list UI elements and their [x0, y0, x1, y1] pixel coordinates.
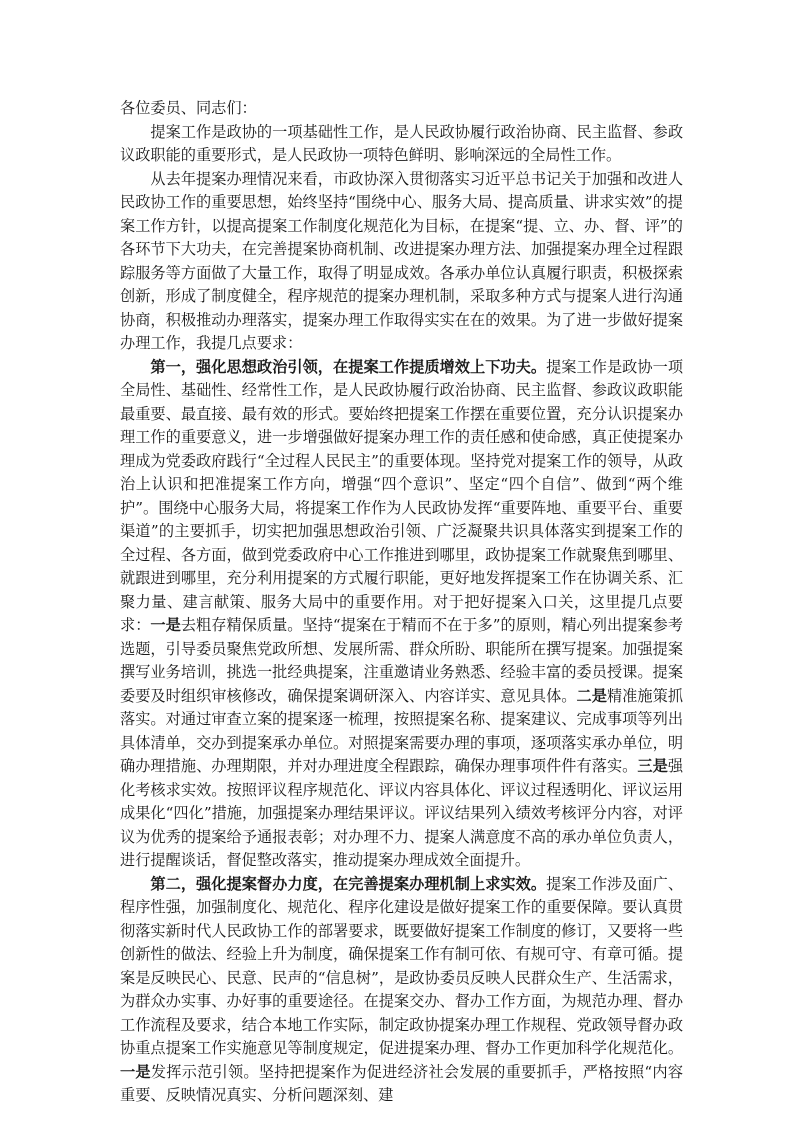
point-one-text: 去粗存精保质量。坚持“提案在于精而不在于多”的原则，精心列出提案参考选题，引导委员聚焦党政所想、发展所需、群众所盼、职能所在撰写提案。加强提案撰写业务培训，挑选一批经典提案，注重邀请业务熟悉、经验丰富的委员授课。提案委要及时组织审核修改，确保提案调研深入、内容详实、意见具体。	[120, 616, 684, 705]
section-two-text: 提案工作涉及面广、程序性强，加强制度化、规范化、程序化建设是做好提案工作的重要保障。要认真贯彻落实新时代人民政协工作的部署要求，既要做好提案工作制度的修订，又要将一些创新性的做法、经验上升为制度，确保提案工作有制可依、有规可守、有章可循。提案是反映民心、民意、民声的“信息树”，是政协委员反映人民群众生产、生活需求，为群众办实事、办好事的重要途径。在提案交办、督办工作方面，为规范办理、督办工作流程及要求，结合本地工作实际，制定政协提案办理工作规程、党政领导督办政协重点提案工作实施意见等制度规定，促进提案办理、督办工作更加科学化规范化。	[120, 874, 684, 1057]
section-one-heading: 第一，强化思想政治引领，在提案工作提质增效上下功夫。	[150, 357, 547, 376]
section-two-point-one-marker: 一是	[120, 1062, 151, 1081]
section-one-paragraph	[120, 356, 683, 873]
intro-paragraph: 提案工作是政协的一项基础性工作，是人民政协履行政治协商、民主监督、参政议政职能的重要形式，是人民政协一项特色鲜明、影响深远的全局性工作。	[120, 122, 683, 164]
point-one-marker: 一是	[150, 616, 181, 634]
point-three-text: 强化考核求实效。按照评议程序规范化、评议内容具体化、评议过程透明化、评议运用成果化“四化”措施，加强提案办理结果评议。评议结果列入绩效考核评分内容，对评议为优秀的提案给予通报表彰；对办理不力、提案人满意度不高的承办单位负责人，进行提醒谈话，督促整改落实，推动提案办理成效全面提升。	[120, 757, 684, 869]
document-body	[120, 97, 683, 1108]
salutation: 各位委员、同志们：	[120, 99, 257, 117]
section-two-paragraph	[120, 873, 683, 1108]
section-two-heading: 第二，强化提案督办力度，在完善提案办理机制上求实效。	[150, 874, 547, 893]
point-two-marker: 二是	[576, 686, 607, 705]
review-paragraph: 从去年提案办理情况来看，市政协深入贯彻落实习近平总书记关于加强和改进人民政协工作的重要思想，始终坚持“围绕中心、服务大局、提高质量、讲求实效”的提案工作方针，以提高提案工作制度化规范化为目标，在提案“提、立、办、督、评”的各环节下大功夫，在完善提案协商机制、改进提案办理方法、加强提案办理全过程跟踪服务等方面做了大量工作，取得了明显成效。各承办单位认真履行职责，积极探索创新，形成了制度健全，程序规范的提案办理机制，采取多种方式与提案人进行沟通协商，积极推动办理落实，提案办理工作取得实实在在的效果。为了进一步做好提案办理工作，我提几点要求：	[120, 169, 683, 352]
section-one-text: 提案工作是政协一项全局性、基础性、经常性工作，是人民政协履行政治协商、民主监督、参政议政职能最重要、最直接、最有效的形式。要始终把提案工作摆在重要位置，充分认识提案办理工作的重要意义，进一步增强做好提案办理工作的责任感和使命感，真正使提案办理成为党委政府践行“全过程人民民主”的重要体现。坚持党对提案工作的领导，从政治上认识和把准提案工作方向，增强“四个意识”、坚定“四个自信”、做到“两个维护”。围绕中心服务大局，将提案工作作为人民政协发挥“重要阵地、重要平台、重要渠道”的主要抓手，切实把加强思想政治引领、广泛凝聚共识具体落实到提案工作的全过程、各方面，做到党委政府中心工作推进到哪里，政协提案工作就聚焦到哪里、就跟进到哪里，充分利用提案的方式履行职能，更好地发挥提案工作在协调关系、汇聚力量、建言献策、服务大局中的重要作用。对于把好提案入口关，这里提几点要求：	[120, 357, 684, 634]
point-two-text: 精准施策抓落实。对通过审查立案的提案逐一梳理，按照提案名称、提案建议、完成事项等列出具体清单，交办到提案承办单位。对照提案需要办理的事项，逐项落实承办单位，明确办理措施、办理期限，并对办理进度全程跟踪，确保办理事项件件有落实。	[120, 686, 684, 775]
point-three-marker: 三是	[637, 757, 668, 775]
section-two-point-one-text: 发挥示范引领。坚持把提案作为促进经济社会发展的重要抓手，严格按照“内容重要、反映情况真实、分析问题深刻、建	[120, 1062, 684, 1104]
